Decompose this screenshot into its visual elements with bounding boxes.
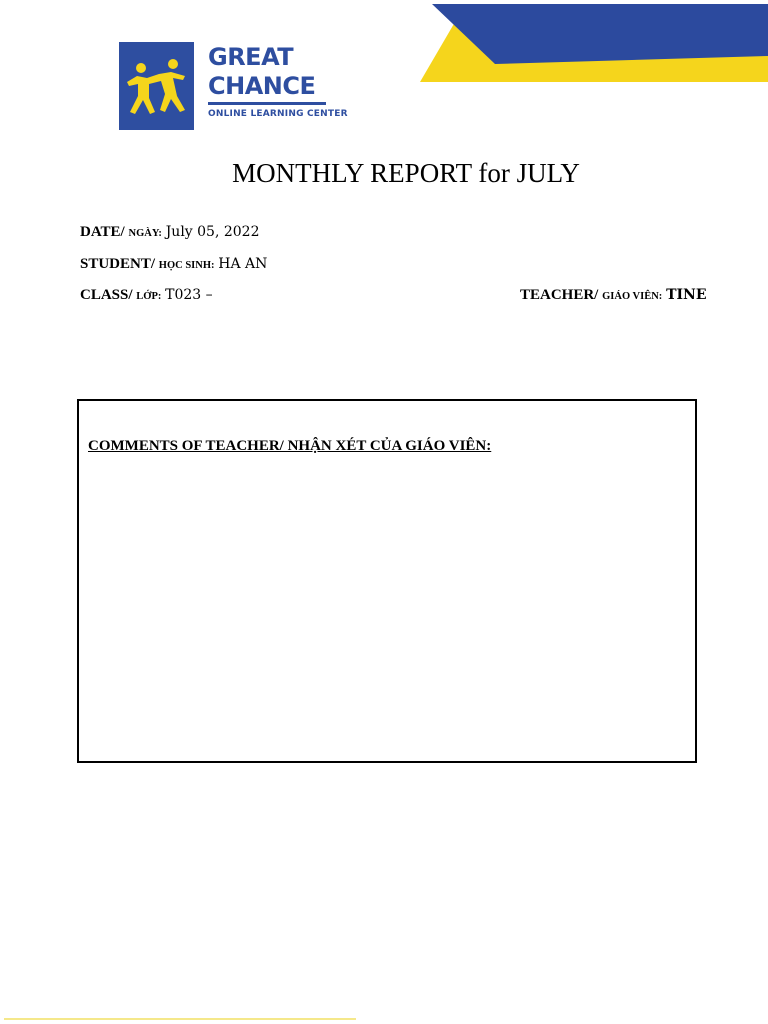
logo-emblem	[119, 42, 194, 130]
logo-tagline: ONLINE LEARNING CENTER	[208, 109, 348, 119]
figures-icon	[119, 42, 194, 130]
class-value: T023 –	[165, 287, 213, 303]
date-label: DATE/	[80, 224, 125, 240]
report-title: MONTHLY REPORT for JULY	[232, 158, 580, 188]
logo-word-great: GREAT	[208, 43, 294, 71]
logo	[119, 42, 348, 132]
date-field	[80, 222, 260, 244]
student-field	[80, 254, 267, 276]
class-field	[80, 285, 213, 307]
comments-box[interactable]	[77, 399, 697, 763]
class-sublabel: LỚP:	[136, 291, 162, 302]
date-sublabel: NGÀY:	[128, 228, 162, 239]
student-sublabel: HỌC SINH:	[158, 260, 215, 271]
teacher-field	[520, 285, 707, 307]
footer-divider	[4, 1018, 356, 1020]
logo-divider	[208, 102, 326, 105]
teacher-value: TINE	[666, 287, 707, 303]
corner-decoration	[0, 0, 768, 90]
date-value: July 05, 2022	[165, 224, 260, 240]
student-label: STUDENT/	[80, 256, 156, 272]
comments-label: COMMENTS OF TEACHER/ NHẬN XÉT CỦA GIÁO VIÊN:	[88, 438, 492, 454]
class-label: CLASS/	[80, 287, 133, 303]
teacher-sublabel: GIÁO VIÊN:	[602, 291, 663, 302]
teacher-label: TEACHER/	[520, 287, 599, 303]
logo-word-chance: CHANCE	[208, 72, 316, 100]
student-value: HA AN	[218, 256, 268, 272]
